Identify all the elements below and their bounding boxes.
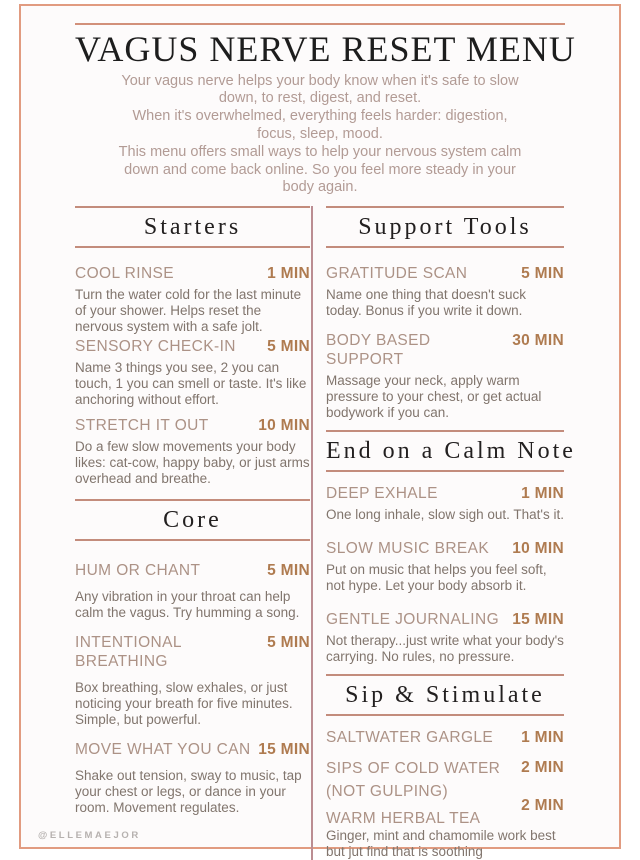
menu-item-body-based-support <box>326 331 564 421</box>
item-duration: 1 MIN <box>521 729 564 747</box>
section-rule <box>75 246 310 248</box>
section-title: Sip & Stimulate <box>345 682 545 709</box>
creator-handle: @ELLEMAEJOR <box>38 830 141 841</box>
intro-line: body again. <box>282 179 358 196</box>
item-title: STRETCH IT OUT <box>75 417 209 435</box>
item-description: Turn the water cold for the last minute of your shower. Helps reset the nervous system with a safe jolt. <box>75 287 302 335</box>
item-duration: 15 MIN <box>258 741 310 759</box>
section-starters <box>75 206 310 487</box>
intro-line: This menu offers small ways to help your nervous system calm <box>118 143 522 160</box>
menu-item-stretch-it-out <box>75 416 310 487</box>
section-sip-and-stimulate <box>326 674 564 860</box>
item-description: Name 3 things you see, 2 you can touch, 1 you can smell or taste. It's like anchoring without effort. <box>75 360 307 408</box>
item-subtitle: (NOT GULPING) <box>326 783 449 801</box>
menu-item-sips-of-cold-water <box>326 759 564 801</box>
intro-line: When it's overwhelmed, everything feels harder: digestion, <box>132 108 508 125</box>
item-description: One long inhale, slow sigh out. That's it. <box>326 507 564 523</box>
menu-item-intentional-breathing <box>75 633 310 728</box>
item-duration: 5 MIN <box>267 634 310 652</box>
item-title: MOVE WHAT YOU CAN <box>75 741 251 759</box>
item-title: GENTLE JOURNALING <box>326 611 500 629</box>
item-title: HUM OR CHANT <box>75 562 201 580</box>
item-description: Shake out tension, sway to music, tap your chest or legs, or dance in your room. Movement regulates. <box>75 768 302 816</box>
item-duration: 30 MIN <box>512 332 564 350</box>
item-duration: 1 MIN <box>521 485 564 503</box>
item-header-row <box>326 484 564 503</box>
item-duration: 1 MIN <box>267 265 310 283</box>
intro-line: down, to rest, digest, and reset. <box>218 90 422 107</box>
item-header-row <box>326 759 564 778</box>
item-title: WARM HERBAL TEA <box>326 810 481 828</box>
item-description: Name one thing that doesn't suck today. Bonus if you write it down. <box>326 287 526 319</box>
poster-frame <box>19 4 621 860</box>
item-header-row <box>75 633 310 671</box>
item-title: SALTWATER GARGLE <box>326 729 494 747</box>
section-rule <box>326 470 564 472</box>
item-header-row <box>75 740 310 759</box>
menu-item-slow-music-break <box>326 539 564 594</box>
top-divider-line <box>75 23 565 25</box>
item-duration: 5 MIN <box>267 338 310 356</box>
item-header-row <box>75 416 310 435</box>
poster-content <box>21 6 619 860</box>
section-rule <box>326 714 564 716</box>
menu-item-warm-herbal-tea <box>326 797 564 860</box>
left-column <box>75 206 310 860</box>
item-title: BODY BASED SUPPORT <box>326 332 431 369</box>
item-title: SIPS OF COLD WATER <box>326 760 501 778</box>
item-description: Massage your neck, apply warm pressure to your chest, or get actual bodywork if you can. <box>326 373 542 421</box>
item-title: INTENTIONAL BREATHING <box>75 634 182 671</box>
item-header-row <box>326 539 564 558</box>
intro-line: down and come back online. So you feel more steady in your <box>124 161 516 178</box>
menu-item-deep-exhale <box>326 484 564 523</box>
section-title: Core <box>163 507 222 534</box>
item-header-row <box>326 610 564 629</box>
item-duration: 5 MIN <box>267 562 310 580</box>
item-title: SLOW MUSIC BREAK <box>326 540 490 558</box>
section-rule <box>75 539 310 541</box>
item-header-row <box>75 337 310 356</box>
section-support-tools <box>326 206 564 421</box>
item-header-row <box>326 264 564 283</box>
item-duration: 2 MIN <box>521 797 564 815</box>
item-description: Not therapy...just write what your body's carrying. No rules, no pressure. <box>326 633 564 665</box>
item-duration: 10 MIN <box>512 540 564 558</box>
section-rule <box>326 246 564 248</box>
item-description: Any vibration in your throat can help calm the vagus. Try humming a song. <box>75 589 300 621</box>
right-column <box>326 206 576 860</box>
menu-item-gratitude-scan <box>326 264 564 319</box>
item-title: SENSORY CHECK-IN <box>75 338 236 356</box>
item-header-row <box>326 331 564 369</box>
item-duration: 15 MIN <box>512 611 564 629</box>
intro-line: focus, sleep, mood. <box>257 125 383 142</box>
item-duration: 10 MIN <box>258 417 310 435</box>
menu-item-move-what-you-can <box>75 740 310 816</box>
item-duration: 5 MIN <box>521 265 564 283</box>
section-title: End on a Calm Note <box>326 438 576 465</box>
menu-item-saltwater-gargle <box>326 728 564 747</box>
item-title: GRATITUDE SCAN <box>326 265 468 283</box>
menu-item-hum-or-chant <box>75 561 310 621</box>
item-title: COOL RINSE <box>75 265 175 283</box>
section-title: Starters <box>143 214 242 241</box>
item-duration: 2 MIN <box>521 759 564 777</box>
intro-paragraph <box>75 73 565 198</box>
section-end-on-a-calm-note <box>326 430 576 665</box>
menu-item-cool-rinse <box>75 264 310 335</box>
item-header-row <box>75 561 310 580</box>
item-header-row <box>326 728 564 747</box>
item-header-row <box>326 797 564 828</box>
item-description: Put on music that helps you feel soft, not hype. Let your body absorb it. <box>326 562 547 594</box>
intro-line: Your vagus nerve helps your body know when it's safe to slow <box>121 72 519 89</box>
item-header-row <box>75 264 310 283</box>
item-title: DEEP EXHALE <box>326 485 438 503</box>
menu-item-sensory-check-in <box>75 337 310 408</box>
section-core <box>75 499 310 816</box>
item-description: Box breathing, slow exhales, or just noticing your breath for five minutes. Simple, but powerful. <box>75 680 293 728</box>
item-description: Do a few slow movements your body likes: cat-cow, happy baby, or just arms overhead and breathe. <box>75 439 310 487</box>
menu-item-gentle-journaling <box>326 610 564 665</box>
item-description: Ginger, mint and chamomile work best but jut find that is soothing <box>326 828 556 860</box>
column-divider-line <box>311 206 313 860</box>
page-title: VAGUS NERVE RESET MENU <box>75 29 576 69</box>
two-column-layout <box>75 206 576 860</box>
section-title: Support Tools <box>358 214 532 241</box>
